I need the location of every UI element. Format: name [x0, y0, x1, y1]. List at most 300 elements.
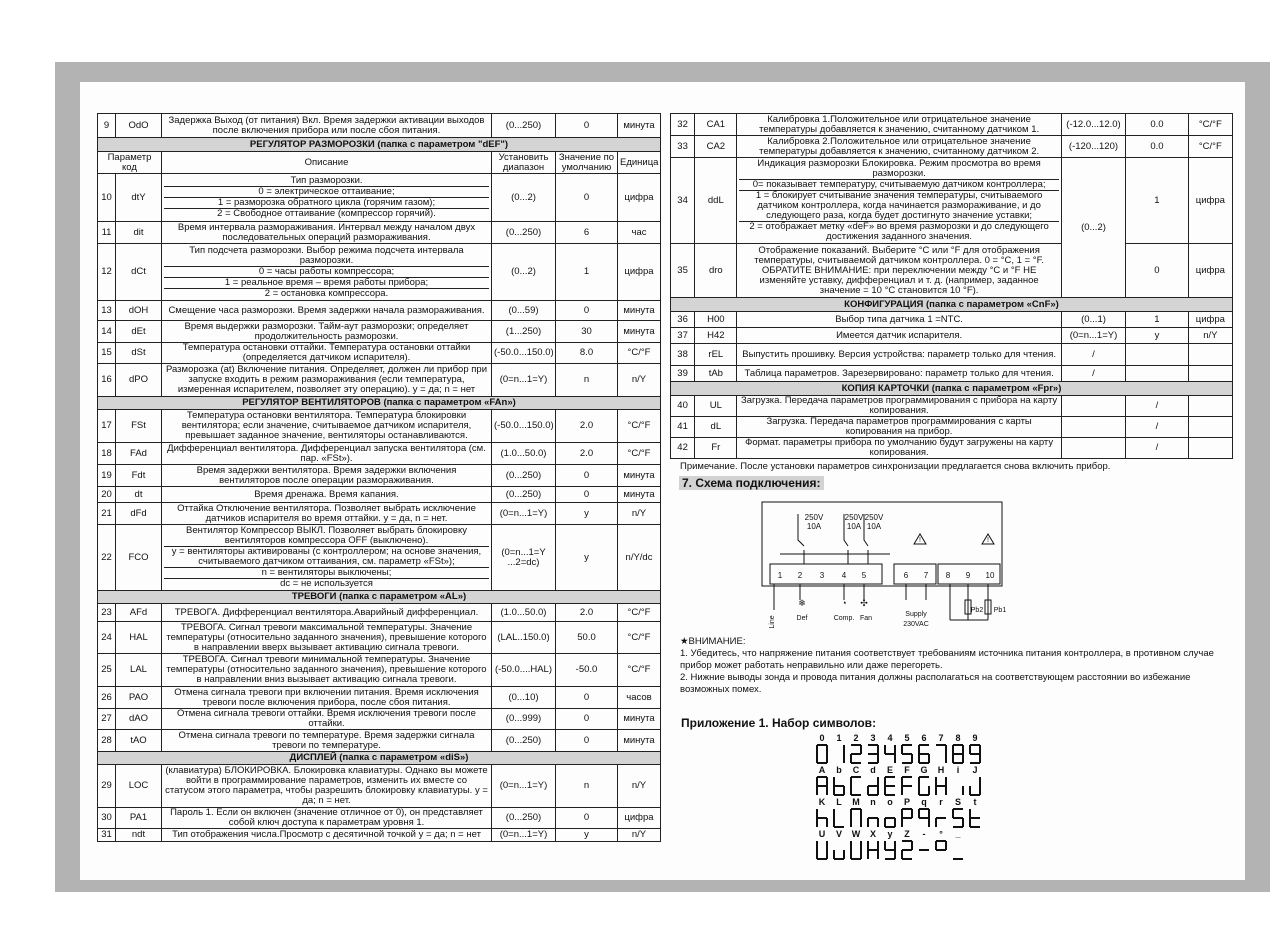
table-row [671, 158, 1233, 244]
param-default: 6 [556, 222, 618, 244]
param-desc: Пароль 1. Если он включен (значение отличное от 0), он представляет собой ключ доступа к параметрам уровня 1. [162, 808, 492, 829]
param-num: 23 [98, 604, 116, 622]
charset-label: S [954, 797, 962, 807]
param-desc: Смещение часа разморозки. Время задержки начала размораживания. [162, 301, 492, 321]
fan-icon: ✣ [860, 598, 868, 608]
comp-label: Comp. [833, 615, 855, 622]
charset-label: 9 [972, 733, 978, 743]
param-unit: n/Y [618, 765, 661, 808]
param-unit [1188, 438, 1232, 459]
param-unit: цифра [1188, 312, 1232, 328]
table-row [98, 765, 661, 808]
param-code: dt [116, 487, 162, 503]
param-code: LOC [116, 765, 162, 808]
relay-def-wire [798, 514, 804, 564]
charset-label: 7 [938, 733, 944, 743]
param-default: 2.0 [556, 604, 618, 622]
param-code: rEL [695, 344, 737, 366]
param-range: / [1061, 366, 1125, 382]
param-desc: Отмена сигнала тревоги оттайки. Время исключения тревоги после оттайки. [162, 709, 492, 730]
param-unit: минута [618, 321, 661, 343]
param-code: dro [695, 244, 737, 298]
param-num: 18 [98, 443, 116, 465]
param-num: 24 [98, 622, 116, 654]
table-row [98, 654, 661, 687]
param-range: (-50.0....HAL) [492, 654, 556, 687]
table-row [671, 136, 1233, 158]
param-unit: минута [618, 730, 661, 752]
param-code: dOH [116, 301, 162, 321]
table-row [98, 622, 661, 654]
param-unit: цифра [618, 174, 661, 222]
table-row [671, 344, 1233, 366]
param-num: 30 [98, 808, 116, 829]
pb2-label: Pb2 [970, 607, 984, 614]
header-range: Установить диапазон [492, 152, 556, 174]
terminal-label: 6 [903, 571, 909, 580]
param-num: 12 [98, 244, 116, 301]
param-code: H00 [695, 312, 737, 328]
param-range: (-120...120) [1061, 136, 1125, 158]
table-row [98, 410, 661, 443]
param-code: PAO [116, 687, 162, 709]
param-default: 0 [556, 465, 618, 487]
param-default: y [556, 525, 618, 591]
desc-line: Тип подсчета разморозки. Выбор режима подсчета интервала разморозки. [189, 244, 464, 266]
param-default: 0.0 [1126, 136, 1188, 158]
right-parameter-table [670, 113, 1233, 459]
param-default: 1 [1126, 312, 1188, 328]
param-num: 26 [98, 687, 116, 709]
section-header [98, 138, 661, 152]
param-default: 0 [556, 808, 618, 829]
param-default: 0 [556, 301, 618, 321]
relay2-voltage: 250V [844, 513, 864, 522]
param-num: 35 [671, 244, 695, 298]
param-desc [737, 158, 1061, 244]
param-num: 25 [98, 654, 116, 687]
param-desc: Отображение показаний. Выберите °C или °F для отображения температуры, считываемой датчиком контроллера. 0 = °C, 1 = °F. ОБРАТИТЕ ВНИМАНИЕ: при переключении между °C и °F НЕ изменяйте уставку, дифференциал и т. д. (например, заданное значение = 10 °C становится 10 °F). [737, 244, 1061, 298]
param-code: HAL [116, 622, 162, 654]
param-code: FSt [116, 410, 162, 443]
param-desc: ТРЕВОГА. Сигнал тревоги максимальной температуры. Значение температуры (относительно заданного значения), превышение которого в направлении вверх вызывает активацию сигнала тревоги. [162, 622, 492, 654]
param-num: 11 [98, 222, 116, 244]
charset-label: 1 [836, 733, 842, 743]
param-range: (LAL..150.0) [492, 622, 556, 654]
table-row [98, 465, 661, 487]
left-parameter-table [97, 113, 661, 842]
section-header [671, 382, 1233, 396]
supply-label: Supply [905, 611, 927, 618]
param-default: 0 [556, 730, 618, 752]
param-code: dPO [116, 364, 162, 397]
charset-label: o [887, 797, 893, 807]
desc-line: Индикация разморозки Блокировка. Режим просмотра во время разморозки. [757, 158, 1041, 179]
param-default: 0 [1126, 244, 1188, 298]
table-row [671, 366, 1233, 382]
table-row [98, 364, 661, 397]
charset-label: t [973, 797, 977, 807]
table-row [98, 604, 661, 622]
param-desc: (клавиатура) БЛОКИРОВКА. Блокировка клавиатуры. Однако вы можете войти в программирование параметров, изменить их вместе со статусом этого параметра, чтобы разрешить блокировку клавиатуры. y = да; n = нет. [162, 765, 492, 808]
param-num: 32 [671, 114, 695, 136]
relay2-current: 10A [846, 522, 862, 531]
relay3-current: 10A [866, 522, 882, 531]
param-unit: °C/°F [618, 343, 661, 364]
param-code: CA2 [695, 136, 737, 158]
terminal-label: 1 [777, 571, 783, 580]
param-range [1061, 396, 1125, 417]
param-default: / [1126, 417, 1188, 438]
param-range: (1.0...50.0) [492, 604, 556, 622]
param-desc [162, 174, 492, 222]
desc-line: 0 = электрическое оттаивание; [164, 186, 489, 197]
charset-label: ° [939, 829, 943, 839]
param-num: 33 [671, 136, 695, 158]
table-row [98, 829, 661, 842]
param-range: (0...1) [1061, 312, 1125, 328]
param-default: 2.0 [556, 410, 618, 443]
param-num: 21 [98, 503, 116, 525]
param-unit: n/Y [618, 503, 661, 525]
param-default: 0 [556, 487, 618, 503]
table-row [98, 730, 661, 752]
param-unit: цифра [1188, 244, 1232, 298]
table-row [98, 808, 661, 829]
param-num: 36 [671, 312, 695, 328]
param-num: 20 [98, 487, 116, 503]
table-header-row [98, 152, 661, 174]
param-unit: цифра [618, 808, 661, 829]
param-range: (0=n...1=Y) [492, 765, 556, 808]
param-desc: Время интервала размораживания. Интервал между началом двух последовательных операций размораживания. [162, 222, 492, 244]
param-default: 2.0 [556, 443, 618, 465]
desc-line: 2 = остановка компрессора. [164, 288, 489, 299]
terminal-label: 9 [965, 571, 971, 580]
relay1-current: 10A [806, 522, 822, 531]
param-num: 37 [671, 328, 695, 344]
param-num: 9 [98, 114, 116, 138]
param-range: (0=n...1=Y ...2=dc) [492, 525, 556, 591]
param-code: dFd [116, 503, 162, 525]
param-code: PA1 [116, 808, 162, 829]
param-range: (0=n...1=Y) [1061, 328, 1125, 344]
param-unit: цифра [618, 244, 661, 301]
charset-label: 5 [904, 733, 910, 743]
param-num: 31 [98, 829, 116, 842]
param-num: 41 [671, 417, 695, 438]
param-unit: °C/°F [1188, 136, 1232, 158]
table-row [671, 417, 1233, 438]
param-num: 42 [671, 438, 695, 459]
warning-mark: ! [919, 537, 921, 544]
terminal-label: 5 [861, 571, 867, 580]
param-num: 29 [98, 765, 116, 808]
table-row [98, 709, 661, 730]
charset-label: 0 [819, 733, 825, 743]
param-code: H42 [695, 328, 737, 344]
param-num: 28 [98, 730, 116, 752]
param-default: -50.0 [556, 654, 618, 687]
charset-label: q [921, 797, 927, 807]
param-default: 50.0 [556, 622, 618, 654]
warning-block [680, 636, 1235, 696]
warning-title: ★ВНИМАНИЕ: [680, 636, 746, 647]
desc-line: Тип разморозки. [290, 175, 363, 186]
param-range [1061, 438, 1125, 459]
section-copycard-title: КОПИЯ КАРТОЧКИ (папка с параметром «Fpr») [671, 382, 1233, 396]
param-code: tAb [695, 366, 737, 382]
param-unit: °C/°F [618, 443, 661, 465]
param-unit: n/Y [618, 829, 661, 842]
param-desc: Время выдержки разморозки. Тайм-аут разморозки; определяет продолжительность разморозки. [162, 321, 492, 343]
param-range: (0=n...1=Y) [492, 364, 556, 397]
warning-item: 2. Нижние выводы зонда и провода питания должны располагаться на соответствующем расстоянии во избежание возможных помех. [680, 672, 1191, 695]
param-default: n [556, 765, 618, 808]
param-code: dtY [116, 174, 162, 222]
param-unit [1188, 396, 1232, 417]
charset-label: F [904, 765, 910, 775]
param-desc: Отмена сигнала тревоги при включении питания. Время исключения тревоги после включения прибора, после сбоя питания. [162, 687, 492, 709]
param-default: y [1126, 328, 1188, 344]
section-header [98, 752, 661, 765]
param-code: dAO [116, 709, 162, 730]
param-desc: Тип отображения числа.Просмотр с десятичной точкой y = да; n = нет [162, 829, 492, 842]
param-range: (0...250) [492, 487, 556, 503]
table-row [98, 222, 661, 244]
param-range: / [1061, 344, 1125, 366]
param-desc: ТРЕВОГА. Дифференциал вентилятора.Аварийный дифференциал. [162, 604, 492, 622]
charset-label: X [869, 829, 877, 839]
param-range: (0...59) [492, 301, 556, 321]
desc-line: 2 = Свободное оттаивание (компрессор горячий). [164, 208, 489, 219]
charset-label: - [922, 829, 926, 839]
param-range: (0...999) [492, 709, 556, 730]
table-row [98, 487, 661, 503]
table-row [671, 312, 1233, 328]
param-desc: Выбор типа датчика 1 =NTC. [737, 312, 1061, 328]
param-default: 1 [1126, 158, 1188, 244]
charset-label: _ [955, 829, 961, 839]
table-row [98, 343, 661, 364]
param-range: (-50.0...150.0) [492, 343, 556, 364]
param-unit: минута [618, 301, 661, 321]
desc-line: n = вентиляторы выключены; [164, 567, 489, 578]
param-code: dit [116, 222, 162, 244]
param-desc: Отмена сигнала тревоги по температуре. Время задержки сигнала тревоги по температуре. [162, 730, 492, 752]
param-num: 13 [98, 301, 116, 321]
desc-line: 1 = реальное время – время работы прибора; [164, 277, 489, 288]
param-range: (0...250) [492, 465, 556, 487]
table-row [98, 174, 661, 222]
param-range: (0...2) [492, 174, 556, 222]
charset-label: b [836, 765, 842, 775]
param-default [1126, 344, 1188, 366]
desc-line: 1 = разморозка обратного цикла (горячим газом); [164, 197, 489, 208]
param-desc: Калибровка 1.Положительное или отрицательное значение температуры добавляется к значению, считанному датчиком 1. [737, 114, 1061, 136]
charset-label: W [851, 829, 861, 839]
param-desc: Калибровка 2.Положительное или отрицательное значение температуры добавляется к значению, считанному датчиком 2. [737, 136, 1061, 158]
param-default: 30 [556, 321, 618, 343]
param-unit: минута [618, 465, 661, 487]
charset-label: V [835, 829, 843, 839]
charset-label: U [818, 829, 826, 839]
param-code: FCO [116, 525, 162, 591]
param-code: ddL [695, 158, 737, 244]
param-default: / [1126, 438, 1188, 459]
terminal-label: 10 [985, 571, 995, 580]
terminal-label: 8 [945, 571, 951, 580]
charset-label: d [870, 765, 876, 775]
def-label: Def [796, 615, 808, 622]
param-desc: Загрузка. Передача параметров программирования с карты копирования на прибор. [737, 417, 1061, 438]
param-unit: °C/°F [618, 410, 661, 443]
param-code: LAL [116, 654, 162, 687]
charset-label: n [870, 797, 876, 807]
param-num: 19 [98, 465, 116, 487]
param-default: 0 [556, 114, 618, 138]
param-desc: Температура остановки вентилятора. Температура блокировки вентилятора; если значение, считываемое датчиком испарителя, превышает заданное значение, вентиляторы останавливаются. [162, 410, 492, 443]
param-range: (0...250) [492, 808, 556, 829]
charset-label: K [818, 797, 826, 807]
param-unit: °C/°F [618, 622, 661, 654]
table-row [98, 114, 661, 138]
param-desc [162, 244, 492, 301]
param-default: 0.0 [1126, 114, 1188, 136]
charset-label: A [818, 765, 826, 775]
terminal-block-supply [894, 564, 936, 584]
table-row [98, 525, 661, 591]
table-row [671, 396, 1233, 417]
charset-label: G [920, 765, 928, 775]
header-unit: Единица [618, 152, 661, 174]
charset-label: 3 [870, 733, 876, 743]
appendix-title: Приложение 1. Набор символов: [681, 716, 877, 730]
table-row [98, 687, 661, 709]
param-desc: Дифференциал вентилятора. Дифференциал запуска вентилятора (см. пар. «FSt»). [162, 443, 492, 465]
param-code: ndt [116, 829, 162, 842]
param-code: OdO [116, 114, 162, 138]
param-code: dL [695, 417, 737, 438]
table-row [671, 244, 1233, 298]
param-unit: минута [618, 487, 661, 503]
param-range: (0...250) [492, 222, 556, 244]
header-param-code: Параметр код [98, 152, 162, 174]
param-code: FAd [116, 443, 162, 465]
param-desc: Формат. параметры прибора по умолчанию будут загружены на карту копирования. [737, 438, 1061, 459]
charset-label: L [836, 797, 842, 807]
terminal-label: 2 [797, 571, 803, 580]
header-default: Значение по умолчанию [556, 152, 618, 174]
table-row [671, 438, 1233, 459]
param-range: (-50.0...150.0) [492, 410, 556, 443]
param-default: n [556, 364, 618, 397]
param-unit: часов [618, 687, 661, 709]
charset-label: 8 [955, 733, 961, 743]
param-range: (0...2) [492, 244, 556, 301]
param-desc: Выпустить прошивку. Версия устройства: параметр только для чтения. [737, 344, 1061, 366]
param-code: dCt [116, 244, 162, 301]
param-code: CA1 [695, 114, 737, 136]
param-desc: Время дренажа. Время капания. [162, 487, 492, 503]
defrost-snowflake-icon: ❄ [798, 598, 806, 608]
param-num: 22 [98, 525, 116, 591]
param-range: (-12.0...12.0) [1061, 114, 1125, 136]
charset-label: P [903, 797, 911, 807]
pb1-label: Pb1 [993, 607, 1007, 614]
param-num: 40 [671, 396, 695, 417]
param-unit: минута [618, 114, 661, 138]
terminal-label: 3 [819, 571, 825, 580]
desc-line: 0 = часы работы компрессора; [164, 266, 489, 277]
param-desc: Оттайка Отключение вентилятора. Позволяет выбрать исключение датчиков испарителя во время оттайки. y = да, n = нет. [162, 503, 492, 525]
section-alarms-title: ТРЕВОГИ (папка с параметром «AL») [98, 591, 661, 604]
param-desc: Задержка Выход (от питания) Вкл. Время задержки активации выходов после включения прибора или после сбоя питания. [162, 114, 492, 138]
section-fan-title: РЕГУЛЯТОР ВЕНТИЛЯТОРОВ (папка с параметром «FAn») [98, 397, 661, 410]
param-unit [1188, 344, 1232, 366]
param-desc: ТРЕВОГА. Сигнал тревоги минимальной температуры. Значение температуры (относительно заданного значения), превышение которого в направлении вниз вызывает активацию сигнала тревоги. [162, 654, 492, 687]
charset-label: 2 [853, 733, 859, 743]
param-range: (0...250) [492, 114, 556, 138]
charset-label: 4 [887, 733, 893, 743]
param-default [1126, 366, 1188, 382]
param-default: / [1126, 396, 1188, 417]
table-row [98, 503, 661, 525]
param-desc: Таблица параметров. Зарезервировано: параметр только для чтения. [737, 366, 1061, 382]
param-unit [1188, 366, 1232, 382]
table-row [98, 321, 661, 343]
param-code: dEt [116, 321, 162, 343]
table-row [671, 328, 1233, 344]
param-desc [162, 525, 492, 591]
param-range: (1...250) [492, 321, 556, 343]
desc-line: 0= показывает температуру, считываемую датчиком контроллера; [739, 179, 1058, 190]
param-num: 10 [98, 174, 116, 222]
desc-line: Вентилятор Компрессор ВЫКЛ. Позволяет выбрать блокировку вентиляторов компрессора OFF (выключено). [185, 525, 467, 546]
warning-item: 1. Убедитесь, что напряжение питания соответствует требованиям источника питания контроллера, в противном случае прибор может работать неправильно или даже перегореть. [680, 648, 1214, 671]
param-range: (1.0...50.0) [492, 443, 556, 465]
charset-label: M [852, 797, 860, 807]
section-defrost-title: РЕГУЛЯТОР РАЗМОРОЗКИ (папка с параметром "dEF") [98, 138, 661, 152]
desc-line: y = вентиляторы активированы (с контроллером; на основе значения, считываемого датчиком оттаивания, см. параметр «FSt»); [164, 546, 489, 567]
param-num: 39 [671, 366, 695, 382]
section-display-title: ДИСПЛЕЙ (папка с параметром «diS») [98, 752, 661, 765]
param-unit: минута [618, 709, 661, 730]
param-num: 34 [671, 158, 695, 244]
warning-mark: ! [987, 537, 989, 544]
charset-label: H [937, 765, 945, 775]
compressor-icon: ◔ [841, 598, 847, 608]
param-desc: Температура остановки оттайки. Температура остановки оттайки (определяется датчиком испарителя). [162, 343, 492, 364]
param-default: y [556, 829, 618, 842]
param-code: tAO [116, 730, 162, 752]
fan-label: Fan [859, 615, 873, 622]
param-range: (0...2) [1061, 158, 1125, 298]
param-desc: Имеется датчик испарителя. [737, 328, 1061, 344]
character-set-diagram [810, 733, 1010, 863]
param-code: UL [695, 396, 737, 417]
param-code: dSt [116, 343, 162, 364]
terminal-label: 4 [841, 571, 847, 580]
section-header [98, 397, 661, 410]
param-num: 38 [671, 344, 695, 366]
param-unit: n/Y [618, 364, 661, 397]
relay1-voltage: 250V [804, 513, 824, 522]
param-num: 14 [98, 321, 116, 343]
supply-voltage-label: 230VAC [903, 621, 929, 628]
param-default: y [556, 503, 618, 525]
param-range: (0...250) [492, 730, 556, 752]
